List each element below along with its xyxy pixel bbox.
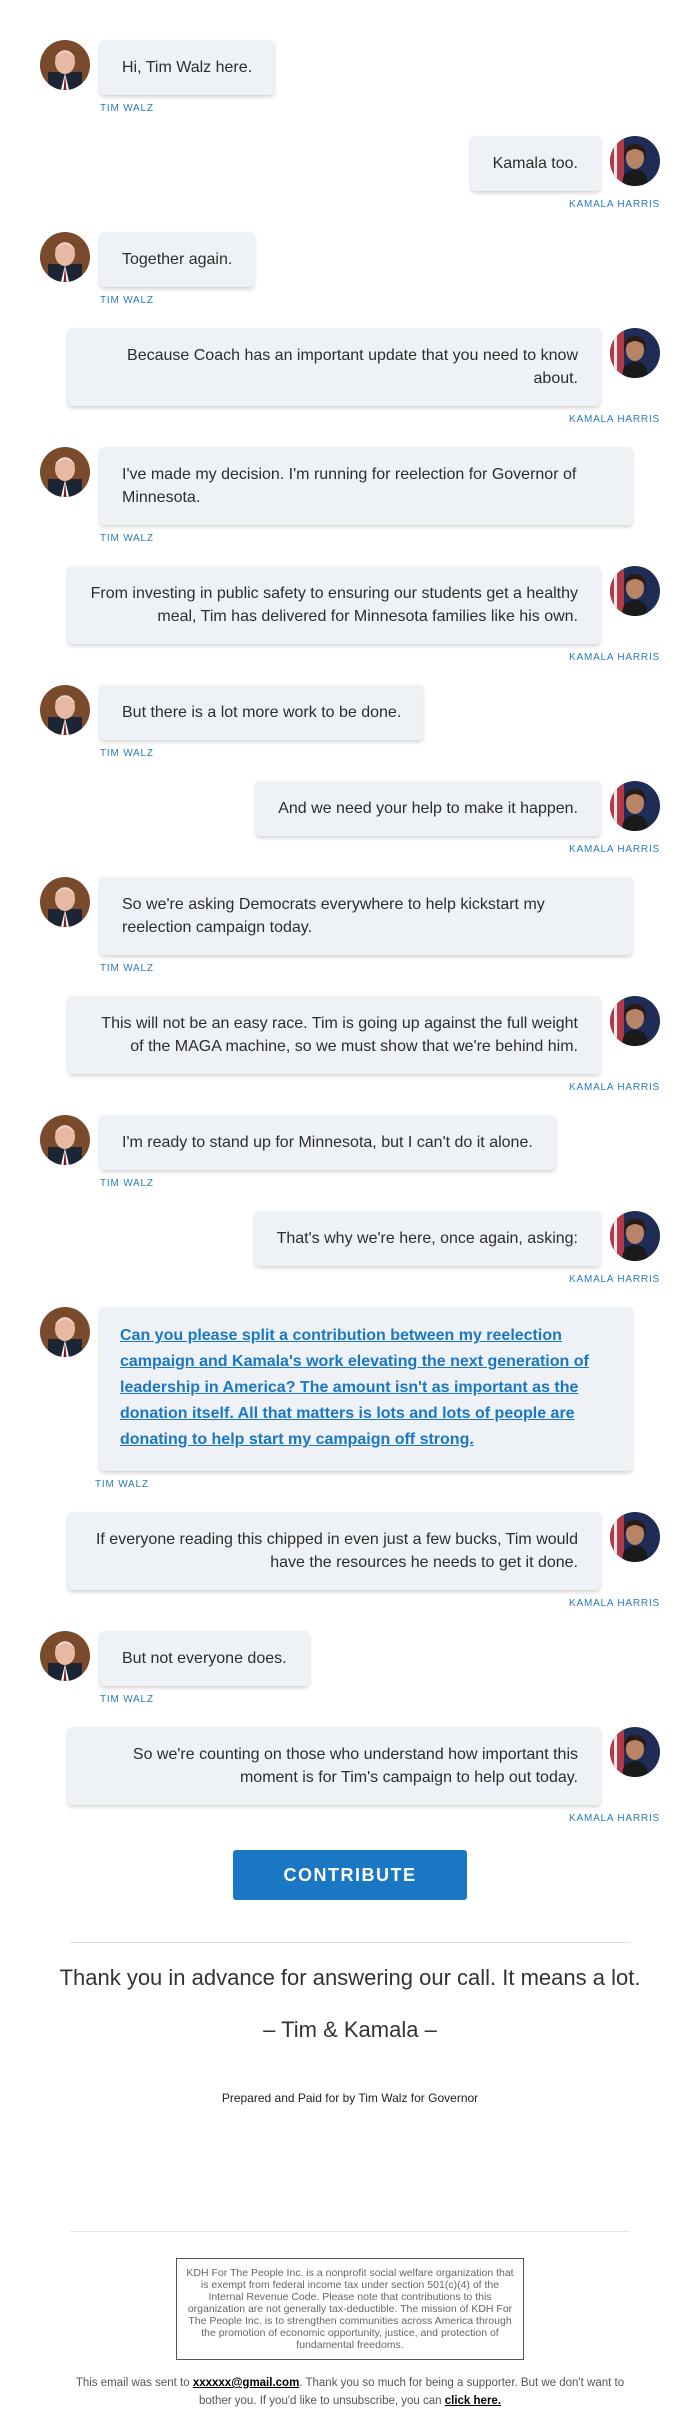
message-bubble: This will not be an easy race. Tim is going up against the full weight of the MAGA machine, so we must show that we're behind him. xyxy=(68,996,600,1074)
tim-walz-avatar xyxy=(40,685,90,735)
message-bubble: Kamala too. xyxy=(471,136,600,191)
message-bubble: So we're asking Democrats everywhere to help kickstart my reelection campaign today. xyxy=(100,877,632,955)
tim-walz-avatar xyxy=(40,232,90,282)
speaker-name: KAMALA HARRIS xyxy=(569,844,660,855)
tim-walz-avatar xyxy=(40,447,90,497)
tim-walz-avatar xyxy=(40,1631,90,1681)
message-bubble: I've made my decision. I'm running for reelection for Governor of Minnesota. xyxy=(100,447,632,525)
message-kamala xyxy=(40,136,660,210)
kamala-harris-avatar xyxy=(610,781,660,831)
message-kamala xyxy=(40,781,660,855)
footer xyxy=(70,2374,630,2410)
divider xyxy=(70,1942,630,1943)
message-bubble: But not everyone does. xyxy=(100,1631,309,1686)
speaker-name: KAMALA HARRIS xyxy=(569,1082,660,1093)
tim-walz-avatar xyxy=(40,1307,90,1357)
speaker-name: KAMALA HARRIS xyxy=(569,1813,660,1824)
paid-for-disclaimer: Prepared and Paid for by Tim Walz for Governor xyxy=(221,2091,479,2105)
speaker-name: TIM WALZ xyxy=(100,748,154,759)
message-tim xyxy=(40,877,660,974)
unsubscribe-link[interactable]: click here. xyxy=(444,2395,502,2407)
speaker-name: KAMALA HARRIS xyxy=(569,1274,660,1285)
message-bubble: I'm ready to stand up for Minnesota, but I can't do it alone. xyxy=(100,1115,555,1170)
speaker-name: TIM WALZ xyxy=(100,295,154,306)
message-kamala xyxy=(40,566,660,663)
message-tim xyxy=(40,1115,660,1189)
speaker-name: TIM WALZ xyxy=(95,1479,149,1490)
recipient-email-link[interactable]: xxxxxx@gmail.com xyxy=(192,2377,300,2389)
speaker-name: KAMALA HARRIS xyxy=(569,414,660,425)
speaker-name: TIM WALZ xyxy=(100,1694,154,1705)
message-kamala xyxy=(40,1727,660,1824)
thank-you-message: Thank you in advance for answering our call. It means a lot. xyxy=(59,1965,641,1990)
message-kamala xyxy=(40,1211,660,1285)
footer-sent-suffix: . Thank you so much for being a supporter. But we don't want to bother you. If you'd like to unsubscribe, you can xyxy=(198,2377,625,2407)
tim-walz-avatar xyxy=(40,1115,90,1165)
message-tim xyxy=(40,447,660,544)
kamala-harris-avatar xyxy=(610,328,660,378)
kamala-harris-avatar xyxy=(610,566,660,616)
nonprofit-disclaimer: KDH For The People Inc. is a nonprofit social welfare organization that is exempt from federal income tax under section 501(c)(4) of the Internal Revenue Code. Please note that contributions to this organization are not generally tax-deductible. The mission of KDH For The People Inc. is to strengthen communities across America through the promotion of economic opportunity, justice, and protection of fundamental freedoms. xyxy=(176,2258,524,2360)
kamala-harris-avatar xyxy=(610,1727,660,1777)
divider xyxy=(70,2231,630,2232)
contribution-link[interactable]: Can you please split a contribution between my reelection campaign and Kamala's work elevating the next generation of leadership in America? The amount isn't as important as the donation itself. All that matters is lots and lots of people are donating to help start my campaign off strong. xyxy=(100,1307,632,1471)
kamala-harris-avatar xyxy=(610,1512,660,1562)
speaker-name: TIM WALZ xyxy=(100,963,154,974)
speaker-name: KAMALA HARRIS xyxy=(569,652,660,663)
message-bubble: And we need your help to make it happen. xyxy=(256,781,600,836)
message-kamala xyxy=(40,328,660,425)
message-bubble: So we're counting on those who understand how important this moment is for Tim's campaign to help out today. xyxy=(68,1727,600,1805)
message-bubble: Hi, Tim Walz here. xyxy=(100,40,274,95)
message-tim xyxy=(40,1307,660,1490)
tim-walz-avatar xyxy=(40,877,90,927)
tim-walz-avatar xyxy=(40,40,90,90)
message-bubble: From investing in public safety to ensuring our students get a healthy meal, Tim has delivered for Minnesota families like his own. xyxy=(68,566,600,644)
message-bubble: Because Coach has an important update that you need to know about. xyxy=(68,328,600,406)
footer-sent-prefix: This email was sent to xyxy=(75,2377,193,2389)
message-kamala xyxy=(40,1512,660,1609)
message-bubble: Together again. xyxy=(100,232,254,287)
message-tim xyxy=(40,40,660,114)
speaker-name: KAMALA HARRIS xyxy=(569,1598,660,1609)
speaker-name: KAMALA HARRIS xyxy=(569,199,660,210)
kamala-harris-avatar xyxy=(610,996,660,1046)
contribute-button[interactable]: CONTRIBUTE xyxy=(233,1850,467,1900)
message-bubble: That's why we're here, once again, asking: xyxy=(255,1211,600,1266)
message-tim xyxy=(40,685,660,759)
speaker-name: TIM WALZ xyxy=(100,103,154,114)
speaker-name: TIM WALZ xyxy=(100,533,154,544)
kamala-harris-avatar xyxy=(610,1211,660,1261)
signature: – Tim & Kamala – xyxy=(263,2017,437,2042)
speaker-name: TIM WALZ xyxy=(100,1178,154,1189)
kamala-harris-avatar xyxy=(610,136,660,186)
message-tim xyxy=(40,1631,660,1705)
message-bubble: If everyone reading this chipped in even just a few bucks, Tim would have the resources he needs to get it done. xyxy=(68,1512,600,1590)
message-kamala xyxy=(40,996,660,1093)
message-tim xyxy=(40,232,660,306)
message-bubble: But there is a lot more work to be done. xyxy=(100,685,423,740)
